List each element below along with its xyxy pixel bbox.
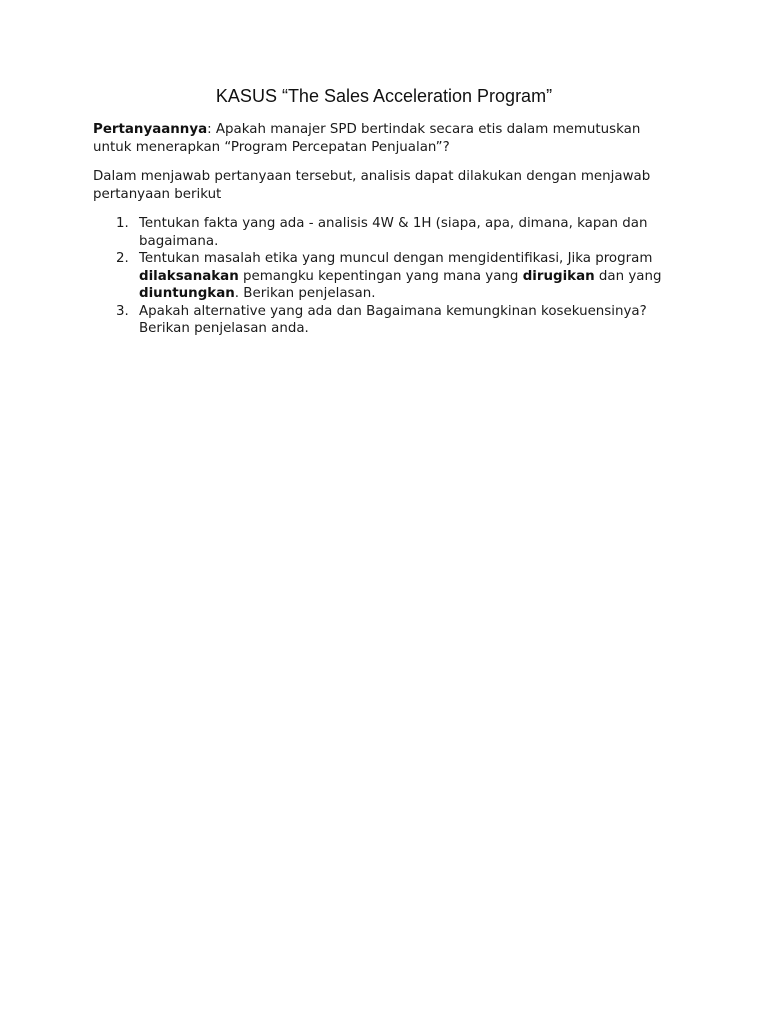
list-item-text: dan yang (594, 268, 662, 284)
list-item-text: Apakah alternative yang ada dan Bagaimana kemungkinan kosekuensinya? Berikan penjelasan anda. (139, 303, 647, 336)
emphasis-diuntungkan: diuntungkan (139, 286, 235, 301)
list-item-number: 3. (116, 303, 129, 319)
question-text: Apakah manajer SPD bertindak secara etis dalam memutuskan untuk menerapkan “Program Percepatan Penjualan”? (93, 122, 641, 155)
list-item (93, 215, 683, 250)
list-item-text: pemangku kepentingan yang mana yang (238, 268, 523, 284)
list-item-number: 1. (116, 216, 129, 231)
question-paragraph (93, 121, 683, 156)
list-item-text: Tentukan fakta yang ada - analisis 4W & 1H (siapa, apa, dimana, kapan dan bagaimana. (139, 216, 648, 249)
list-item-text: Tentukan masalah etika yang muncul dengan mengidentifikasi, Jika program (139, 251, 653, 266)
list-item (93, 250, 683, 303)
document-body (93, 121, 683, 338)
question-colon: : (207, 122, 212, 137)
emphasis-dirugikan: dirugikan (522, 268, 595, 284)
question-list (93, 215, 683, 338)
question-label: Pertanyaannya (93, 122, 208, 137)
emphasis-dilaksanakan: dilaksanakan (139, 268, 239, 284)
document-title: KASUS “The Sales Acceleration Program” (215, 86, 553, 106)
intro-paragraph: Dalam menjawab pertanyaan tersebut, analisis dapat dilakukan dengan menjawab pertanyaan berikut (93, 169, 651, 202)
list-item (93, 303, 683, 338)
list-item-number: 2. (116, 251, 129, 266)
list-item-text: . Berikan penjelasan. (234, 286, 376, 301)
